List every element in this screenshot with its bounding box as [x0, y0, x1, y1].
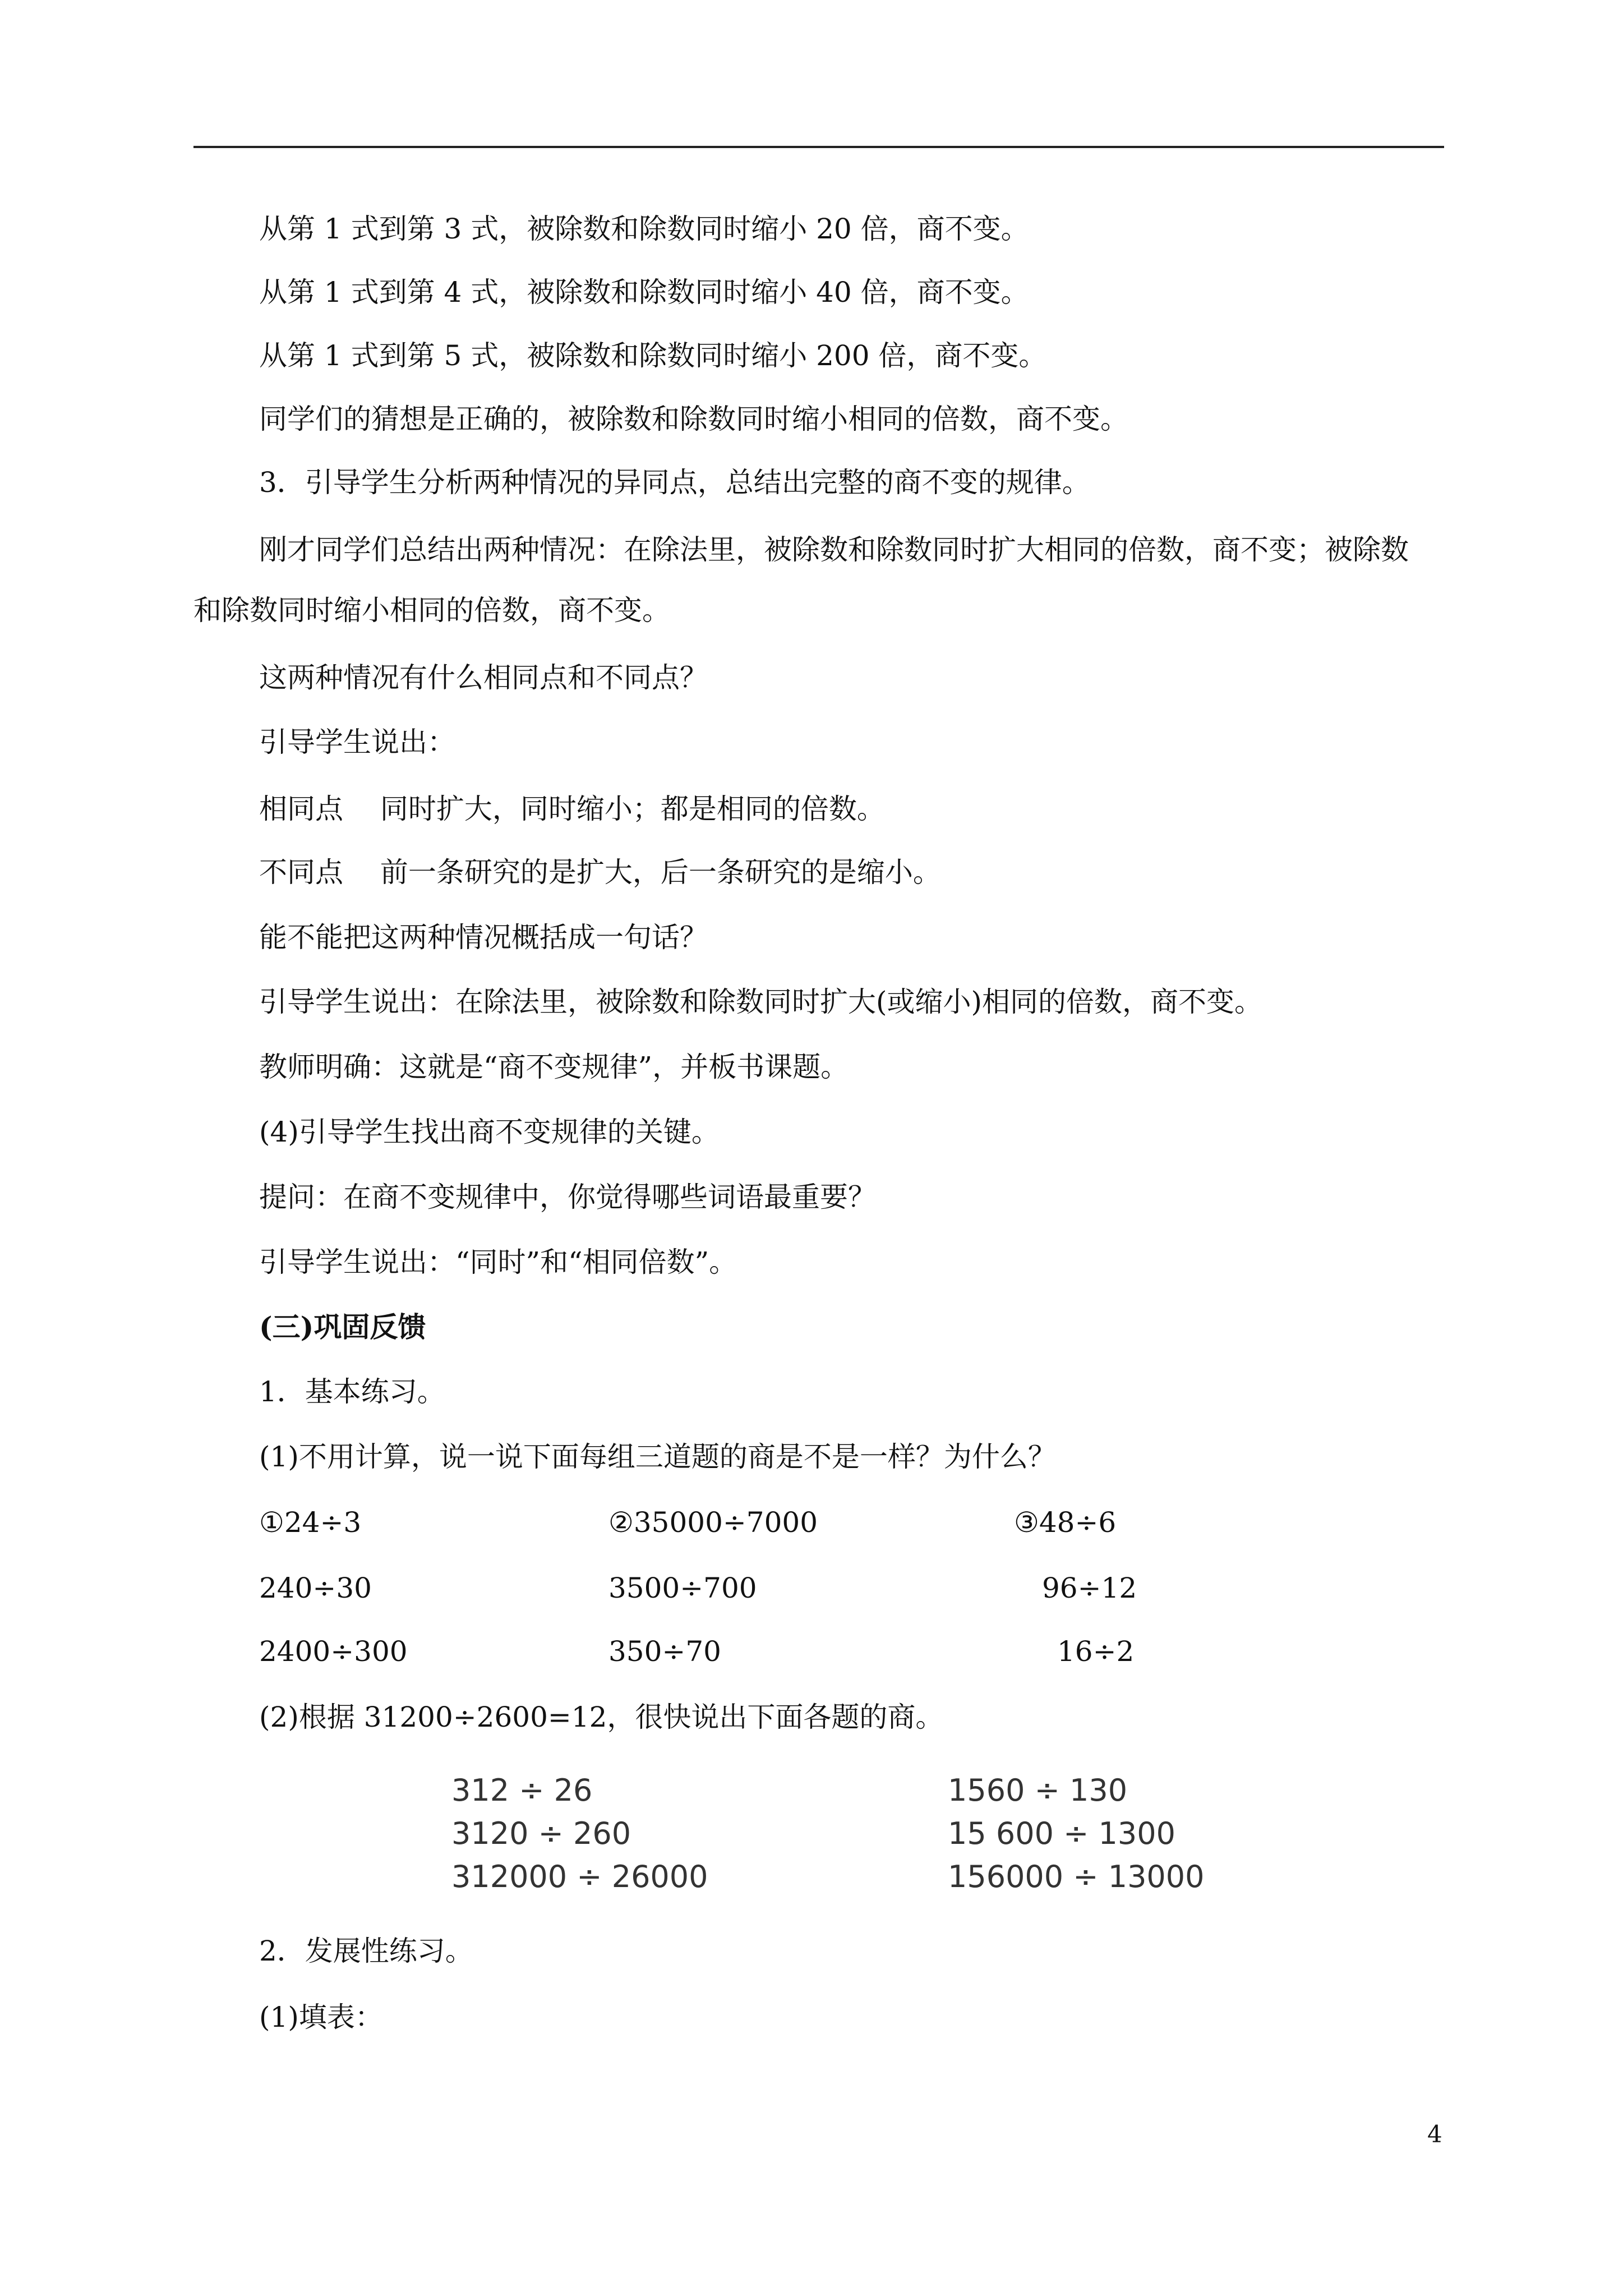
quick-left-3: 312000 ÷ 26000	[451, 1859, 708, 1894]
quick-right-3: 156000 ÷ 13000	[948, 1859, 1205, 1894]
group-1-item-1: ①24÷3	[259, 1506, 362, 1539]
text-line-14: (4)引导学生找出商不变规律的关键。	[259, 1116, 720, 1148]
text-line-19: (1)不用计算，说一说下面每组三道题的商是不是一样？为什么？	[259, 1441, 1056, 1473]
quick-left-1: 312 ÷ 26	[451, 1773, 593, 1808]
text-line-22: (1)填表：	[259, 2001, 383, 2033]
quick-right-1: 1560 ÷ 130	[948, 1773, 1128, 1808]
text-line-2: 从第 1 式到第 4 式，被除数和除数同时缩小 40 倍，商不变。	[259, 276, 1029, 309]
text-line-10: 不同点 前一条研究的是扩大，后一条研究的是缩小。	[259, 856, 941, 889]
group-3-item-3: 16÷2	[1057, 1635, 1135, 1668]
group-3-item-2: 96÷12	[1042, 1572, 1137, 1604]
text-line-6b: 和除数同时缩小相同的倍数，商不变。	[193, 594, 670, 627]
text-line-12: 引导学生说出：在除法里，被除数和除数同时扩大(或缩小)相同的倍数，商不变。	[259, 986, 1263, 1018]
text-line-9: 相同点 同时扩大，同时缩小；都是相同的倍数。	[259, 793, 885, 825]
quick-right-2: 15 600 ÷ 1300	[948, 1816, 1175, 1851]
text-line-20: (2)根据 31200÷2600=12，很快说出下面各题的商。	[259, 1701, 944, 1733]
text-line-13: 教师明确：这就是“商不变规律”，并板书课题。	[259, 1051, 849, 1083]
text-line-5: 3．引导学生分析两种情况的异同点，总结出完整的商不变的规律。	[259, 466, 1090, 499]
text-line-4: 同学们的猜想是正确的，被除数和除数同时缩小相同的倍数，商不变。	[259, 403, 1128, 435]
text-line-3: 从第 1 式到第 5 式，被除数和除数同时缩小 200 倍，商不变。	[259, 339, 1047, 372]
group-2-item-2: 3500÷700	[608, 1572, 757, 1604]
text-line-11: 能不能把这两种情况概括成一句话？	[259, 921, 708, 954]
text-line-15: 提问：在商不变规律中，你觉得哪些词语最重要？	[259, 1181, 876, 1213]
text-line-8: 引导学生说出：	[259, 726, 455, 758]
text-line-18: 1．基本练习。	[259, 1375, 445, 1408]
text-line-21: 2．发展性练习。	[259, 1935, 473, 1967]
group-1-item-2: 240÷30	[259, 1572, 372, 1604]
group-2-item-1: ②35000÷7000	[608, 1506, 818, 1539]
group-2-item-3: 350÷70	[608, 1635, 721, 1668]
section-heading: (三)巩固反馈	[259, 1310, 426, 1343]
header-rule	[193, 146, 1444, 148]
page-number: 4	[1427, 2120, 1442, 2148]
text-line-6a: 刚才同学们总结出两种情况：在除法里，被除数和除数同时扩大相同的倍数，商不变；被除数	[259, 533, 1409, 566]
quick-left-2: 3120 ÷ 260	[451, 1816, 631, 1851]
text-line-7: 这两种情况有什么相同点和不同点？	[259, 661, 708, 694]
group-1-item-3: 2400÷300	[259, 1635, 408, 1668]
text-line-1: 从第 1 式到第 3 式，被除数和除数同时缩小 20 倍，商不变。	[259, 213, 1029, 245]
text-line-16: 引导学生说出：“同时”和“相同倍数”。	[259, 1246, 737, 1278]
group-3-item-1: ③48÷6	[1014, 1506, 1117, 1539]
